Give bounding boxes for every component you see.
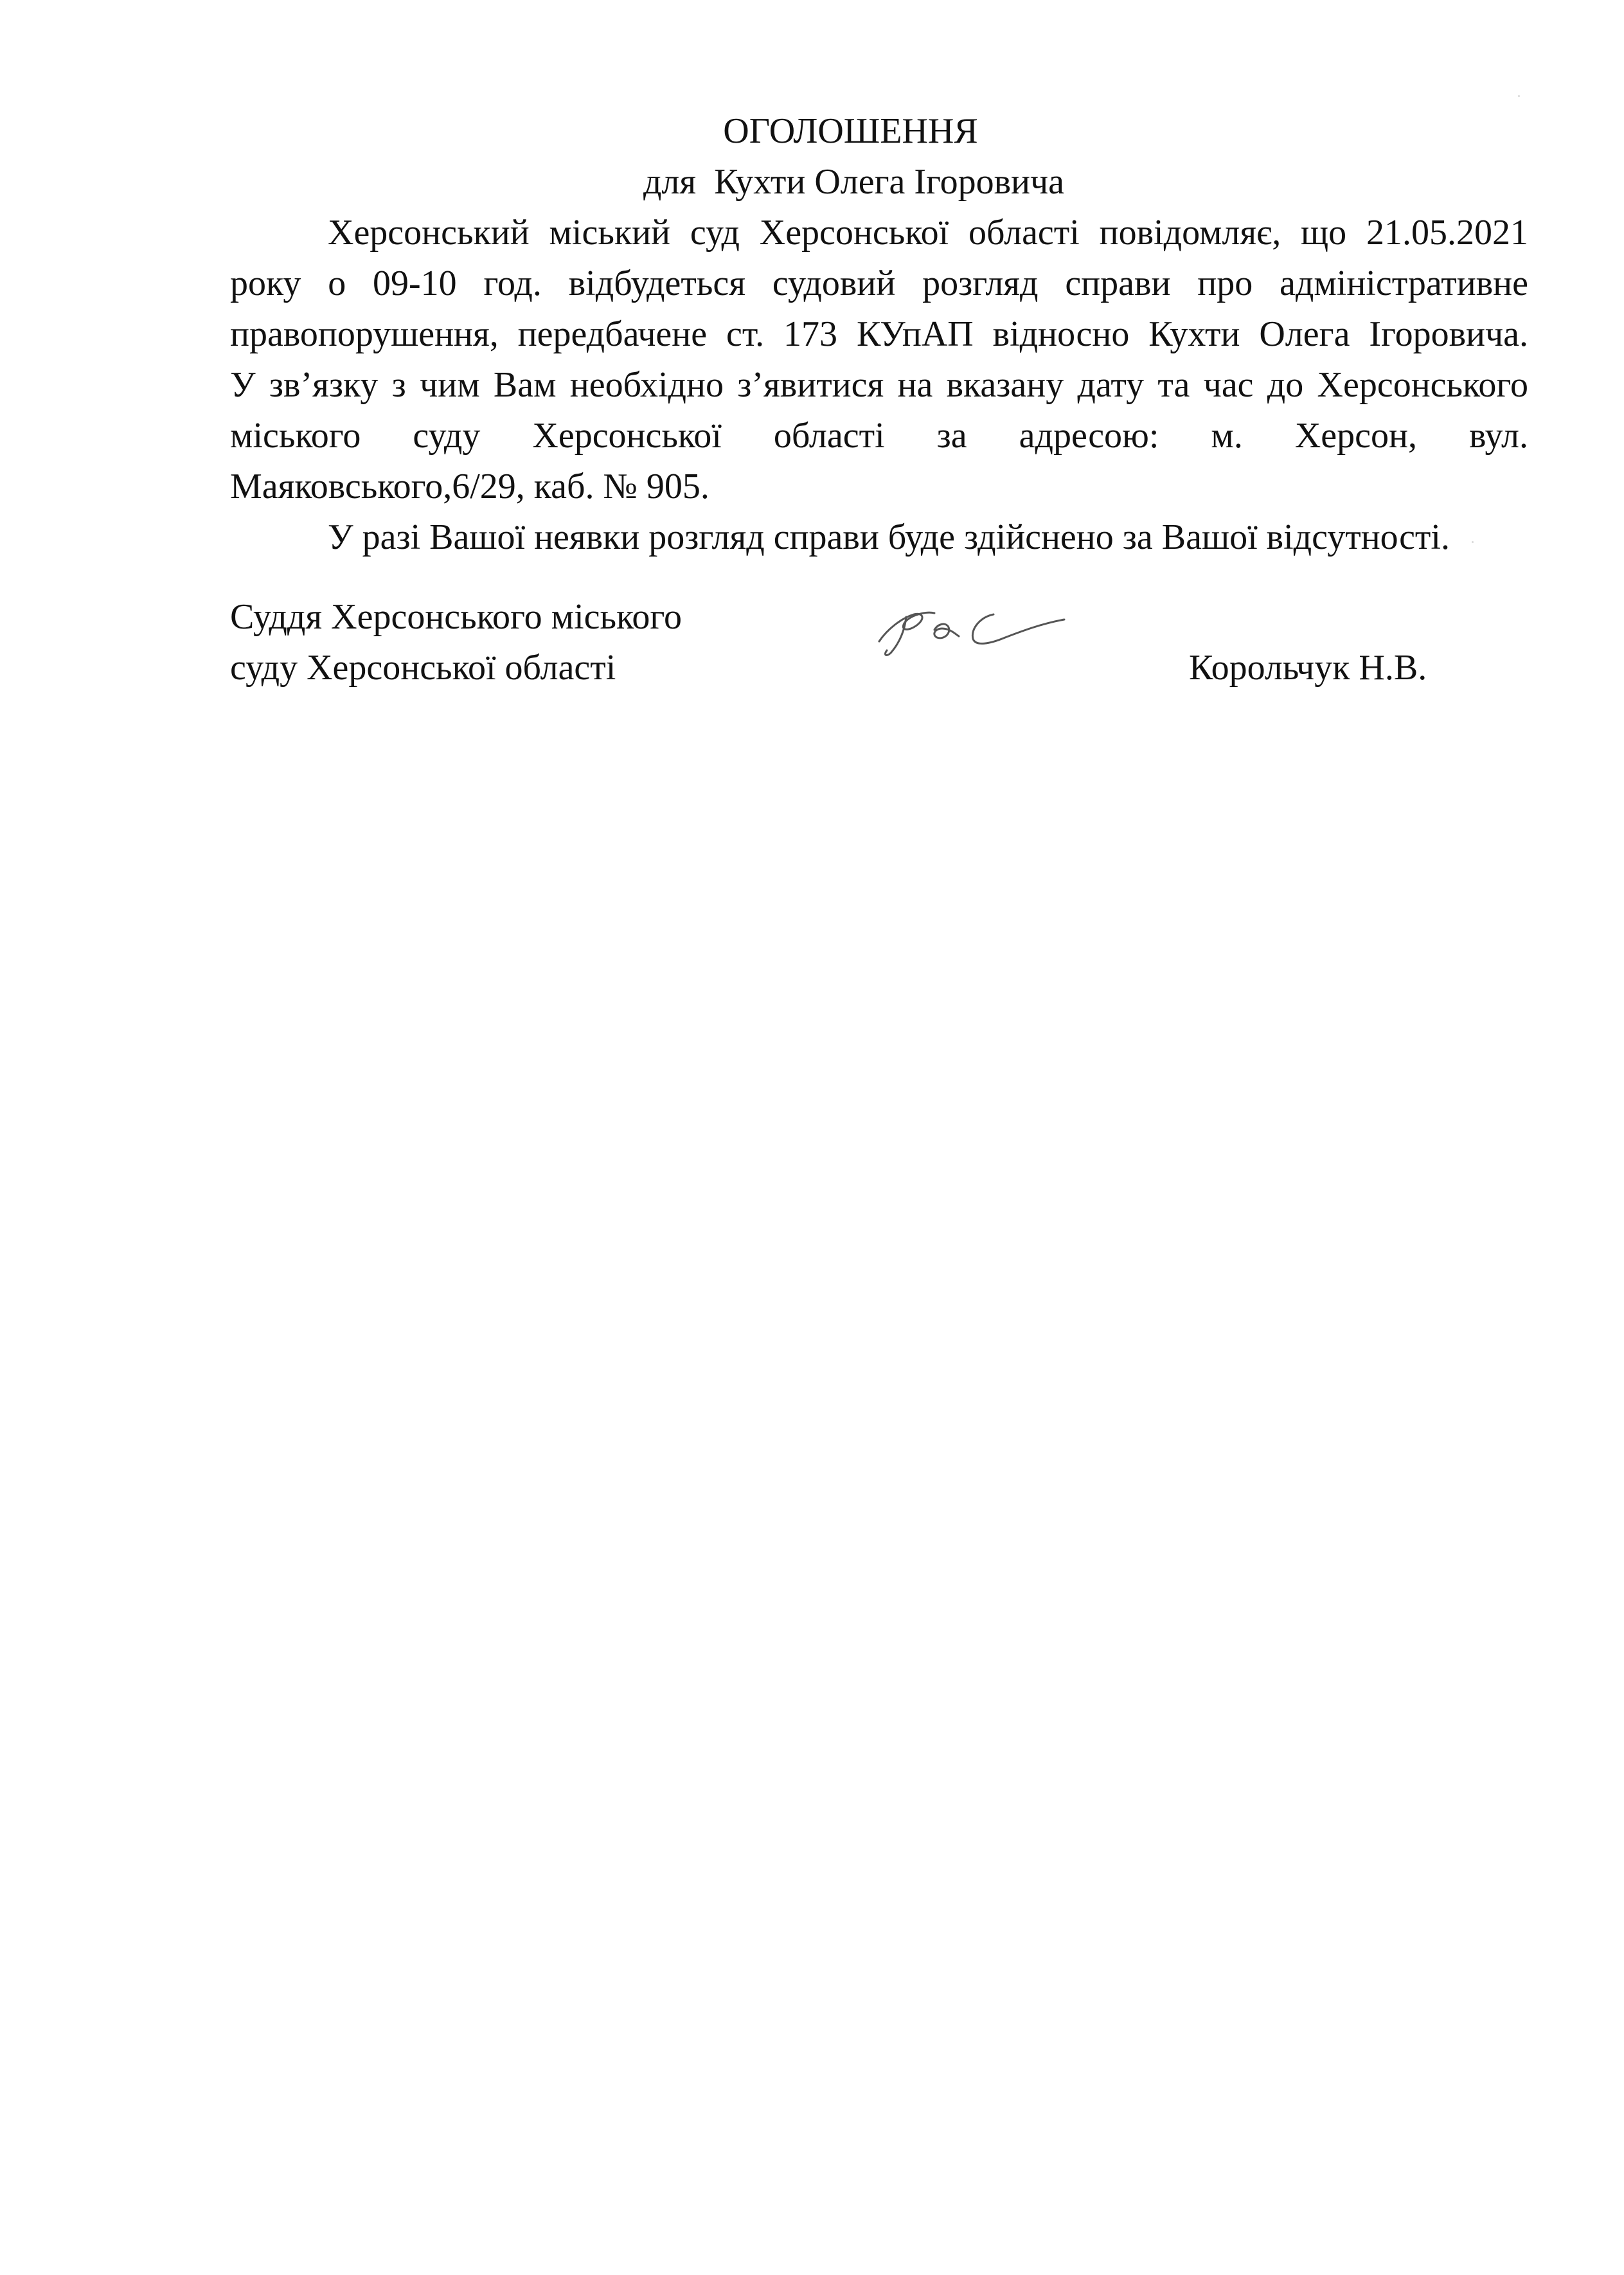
- absence-warning: У разі Вашої неявки розгляд справи буде здійснено за Вашої відсутності.: [328, 517, 1450, 557]
- body-line-5: міського суду Херсонської області за адресою: м. Херсон, вул.: [230, 416, 1528, 456]
- body-line-6: Маяковського,6/29, каб. № 905.: [230, 467, 709, 506]
- judge-title-line-1: Суддя Херсонського міського: [230, 597, 682, 637]
- notice-title: ОГОЛОШЕННЯ: [723, 111, 978, 151]
- body-line-1: Херсонський міський суд Херсонської області повідомляє, що 21.05.2021: [328, 213, 1528, 253]
- handwritten-signature: [868, 591, 1073, 668]
- judge-title-line-2: суду Херсонської області: [230, 648, 616, 688]
- signer-name: Корольчук Н.В.: [1189, 648, 1427, 688]
- body-line-3: правопорушення, передбачене ст. 173 КУпАП відносно Кухти Олега Ігоровича.: [230, 314, 1528, 354]
- scan-speck: [1472, 541, 1474, 543]
- scan-speck: [1518, 95, 1520, 97]
- notice-addressee: для Кухти Олега Ігоровича: [643, 162, 1065, 202]
- body-line-4: У зв’язку з чим Вам необхідно з’явитися на вказану дату та час до Херсонського: [230, 365, 1528, 405]
- body-line-2: року о 09-10 год. відбудеться судовий розгляд справи про адміністративне: [230, 263, 1528, 303]
